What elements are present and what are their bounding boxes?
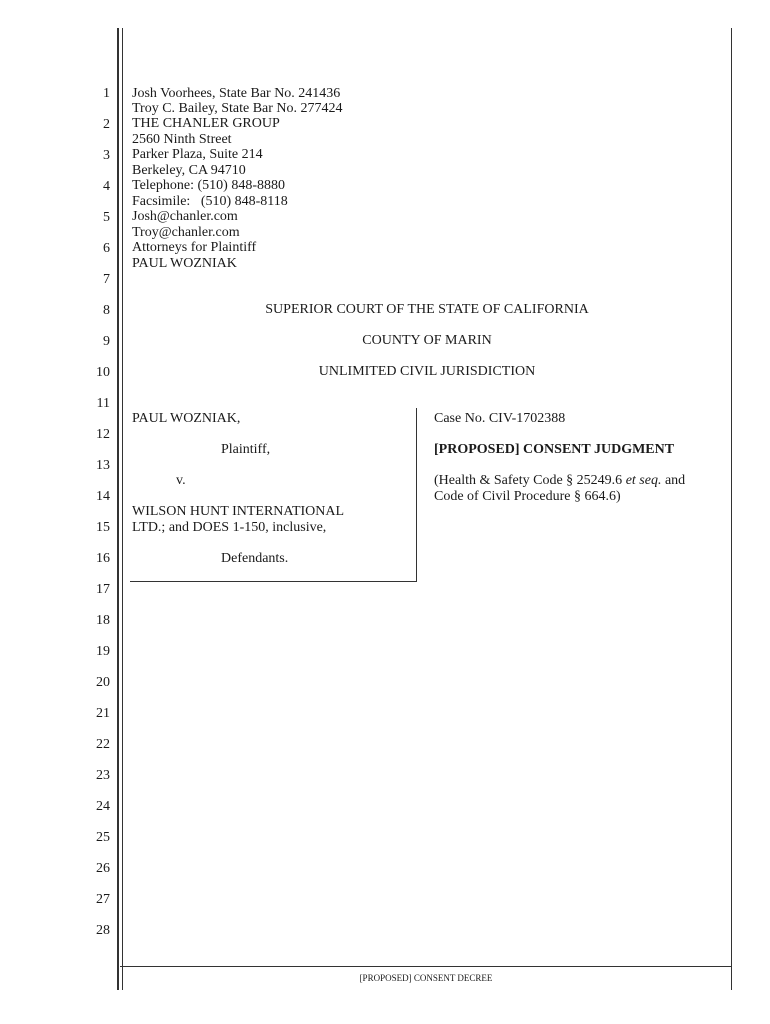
right-margin-rule	[731, 28, 732, 990]
attorney-line-10: Troy@chanler.com	[132, 225, 240, 240]
line-number: 15	[96, 520, 110, 535]
line-number: 5	[103, 210, 110, 225]
plaintiff-name: PAUL WOZNIAK,	[132, 411, 241, 426]
line-number: 8	[103, 303, 110, 318]
line-number: 14	[96, 489, 110, 504]
line-number: 26	[96, 861, 110, 876]
line-number: 16	[96, 551, 110, 566]
defendant-line-1: WILSON HUNT INTERNATIONAL	[132, 504, 345, 519]
line-number: 25	[96, 830, 110, 845]
caption-vertical-rule	[416, 408, 417, 582]
statute-text-b: and	[661, 473, 686, 488]
line-number: 19	[96, 644, 110, 659]
line-number: 2	[103, 117, 110, 132]
plaintiff-role: Plaintiff,	[221, 442, 271, 457]
line-number: 20	[96, 675, 110, 690]
attorney-line-3: THE CHANLER GROUP	[132, 116, 280, 131]
line-number: 23	[96, 768, 110, 783]
line-number: 24	[96, 799, 110, 814]
court-name: SUPERIOR COURT OF THE STATE OF CALIFORNIA	[265, 302, 589, 317]
defendant-line-2: LTD.; and DOES 1-150, inclusive,	[132, 520, 327, 535]
attorney-line-12: PAUL WOZNIAK	[132, 256, 237, 271]
line-number: 7	[103, 272, 110, 287]
line-number: 27	[96, 892, 110, 907]
caption-bottom-rule	[130, 581, 417, 582]
line-number: 17	[96, 582, 110, 597]
line-number: 22	[96, 737, 110, 752]
attorney-line-11: Attorneys for Plaintiff	[132, 240, 257, 255]
left-margin-rule-outer	[117, 28, 119, 990]
line-number: 18	[96, 613, 110, 628]
court-county: COUNTY OF MARIN	[362, 333, 492, 348]
line-number: 28	[96, 923, 110, 938]
attorney-line-9: Josh@chanler.com	[132, 209, 238, 224]
court-jurisdiction: UNLIMITED CIVIL JURISDICTION	[318, 364, 536, 379]
attorney-line-8: Facsimile: (510) 848-8118	[132, 194, 288, 209]
line-number: 13	[96, 458, 110, 473]
line-number: 10	[96, 365, 110, 380]
defendant-role: Defendants.	[221, 551, 289, 566]
line-number: 12	[96, 427, 110, 442]
versus: v.	[176, 473, 186, 488]
statute-text-a: (Health & Safety Code § 25249.6	[434, 473, 626, 488]
line-number: 9	[103, 334, 110, 349]
attorney-line-1: Josh Voorhees, State Bar No. 241436	[132, 86, 341, 101]
statute-line-2: Code of Civil Procedure § 664.6)	[434, 489, 621, 504]
attorney-line-2: Troy C. Bailey, State Bar No. 277424	[132, 101, 343, 116]
attorney-line-4: 2560 Ninth Street	[132, 132, 232, 147]
line-number: 3	[103, 148, 110, 163]
line-number: 4	[103, 179, 110, 194]
case-number: Case No. CIV-1702388	[434, 411, 566, 426]
footer-rule	[120, 966, 732, 967]
document-title: [PROPOSED] CONSENT JUDGMENT	[434, 442, 675, 457]
left-margin-rule-inner	[122, 28, 123, 990]
statute-et-seq: et seq.	[625, 473, 662, 488]
attorney-line-6: Berkeley, CA 94710	[132, 163, 246, 178]
line-number: 1	[103, 86, 110, 101]
line-number: 11	[96, 396, 110, 411]
attorney-line-7: Telephone: (510) 848-8880	[132, 178, 285, 193]
page-footer: [PROPOSED] CONSENT DECREE	[359, 973, 493, 983]
attorney-line-5: Parker Plaza, Suite 214	[132, 147, 263, 162]
statute-line-1	[434, 473, 685, 489]
line-number: 6	[103, 241, 110, 256]
line-number: 21	[96, 706, 110, 721]
